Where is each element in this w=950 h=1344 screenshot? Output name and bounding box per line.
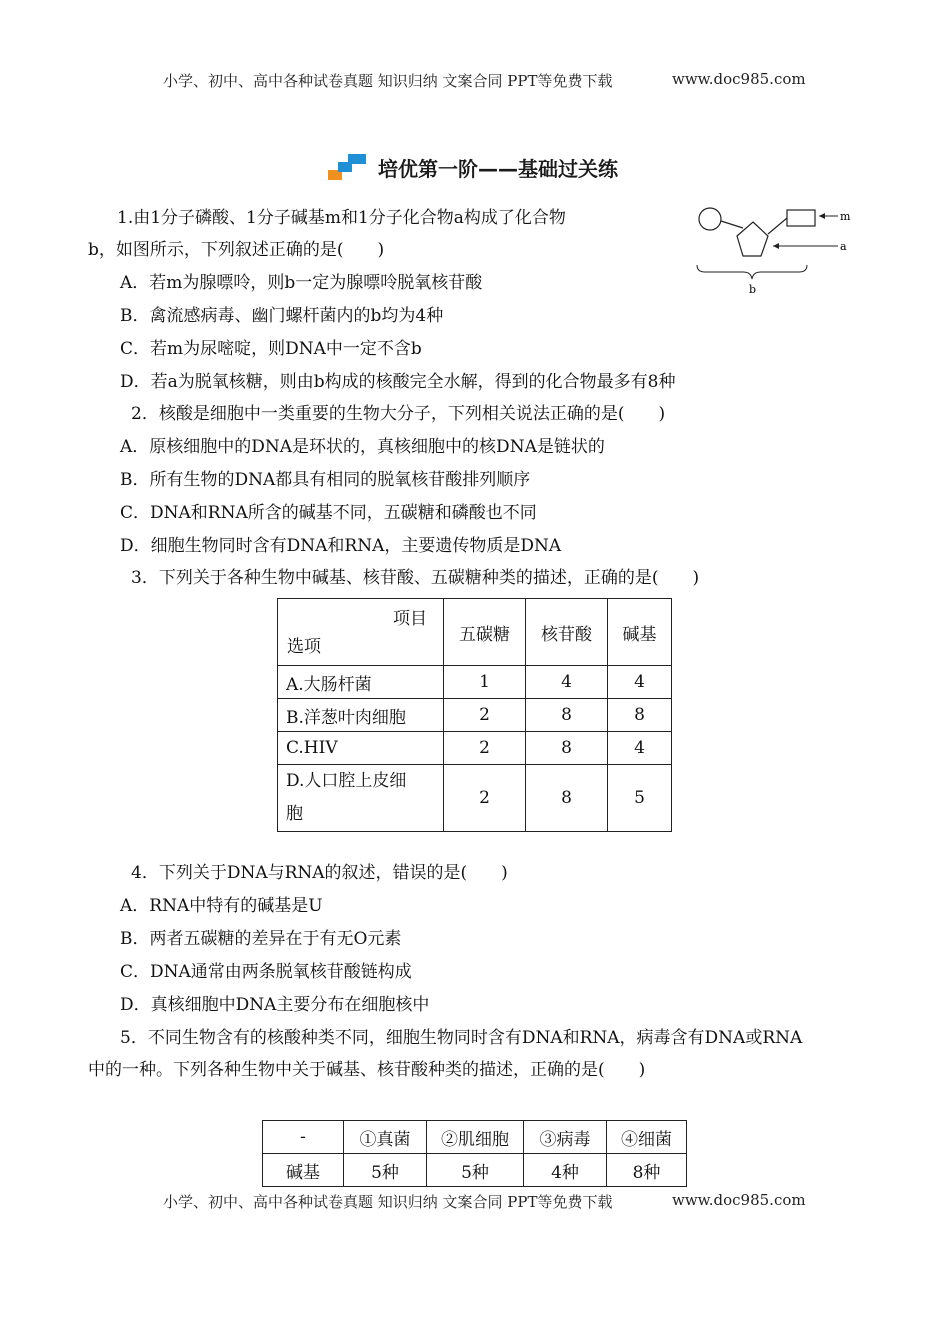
- q1-option-d: D．若a为脱氧核糖，则由b构成的核酸完全水解，得到的化合物最多有8种: [120, 372, 676, 392]
- table-cell: 4种: [524, 1154, 607, 1187]
- table-header: -: [263, 1121, 344, 1154]
- table-row: [278, 666, 672, 699]
- row-label-line2: 胞: [286, 804, 303, 824]
- row-label: [278, 765, 444, 832]
- row-label: 碱基: [263, 1154, 344, 1187]
- row-label: A.大肠杆菌: [278, 666, 444, 699]
- q2-option-c: C．DNA和RNA所含的碱基不同，五碳糖和磷酸也不同: [120, 503, 537, 523]
- q4-option-b: B．两者五碳糖的差异在于有无O元素: [120, 929, 402, 949]
- table-row: [263, 1154, 687, 1187]
- table-row: [278, 732, 672, 765]
- q4-option-a: A．RNA中特有的碱基是U: [120, 896, 323, 916]
- q4-option-d: D．真核细胞中DNA主要分布在细胞核中: [120, 995, 430, 1015]
- table-cell: 8: [526, 699, 608, 732]
- table-cell: 4: [608, 666, 672, 699]
- q3-table: [277, 598, 672, 832]
- table-cell: 8: [526, 765, 608, 832]
- q1-stem-line2: b，如图所示，下列叙述正确的是( ): [88, 240, 385, 260]
- table-header: ④细菌: [607, 1121, 687, 1154]
- table-row: [278, 699, 672, 732]
- footer-text: 小学、初中、高中各种试卷真题 知识归纳 文案合同 PPT等免费下载: [163, 1193, 613, 1211]
- row-label-line1: D.人口腔上皮细: [286, 771, 407, 791]
- diagram-label-b: b: [749, 283, 757, 296]
- q2-option-b: B．所有生物的DNA都具有相同的脱氧核苷酸排列顺序: [120, 470, 531, 490]
- footer-url[interactable]: www.doc985.com: [672, 1191, 806, 1209]
- q3-stem: 3．下列关于各种生物中碱基、核苷酸、五碳糖种类的描述，正确的是( ): [131, 568, 700, 588]
- q1-option-a: A．若m为腺嘌呤，则b一定为腺嘌呤脱氧核苷酸: [120, 273, 483, 293]
- table-cell: 5种: [344, 1154, 427, 1187]
- table-header-row: [278, 599, 672, 666]
- table-header: 核苷酸: [526, 599, 608, 666]
- table-header-row: [263, 1121, 687, 1154]
- table-cell: 5: [608, 765, 672, 832]
- table-header: 碱基: [608, 599, 672, 666]
- q1-option-c: C．若m为尿嘧啶，则DNA中一定不含b: [120, 339, 422, 359]
- stairs-logo-icon: [328, 152, 368, 182]
- q1-stem-line1: 1.由1分子磷酸、1分子碱基m和1分子化合物a构成了化合物: [117, 208, 566, 228]
- table-cell: 8: [608, 699, 672, 732]
- header-text: 小学、初中、高中各种试卷真题 知识归纳 文案合同 PPT等免费下载: [163, 72, 613, 90]
- table-cell: 2: [444, 765, 526, 832]
- q5-table: [262, 1120, 687, 1187]
- table-cell: 5种: [427, 1154, 524, 1187]
- row-label: C.HIV: [278, 732, 444, 765]
- q2-option-a: A．原核细胞中的DNA是环状的，真核细胞中的核DNA是链状的: [120, 437, 605, 457]
- q2-option-d: D．细胞生物同时含有DNA和RNA，主要遗传物质是DNA: [120, 536, 562, 556]
- nucleotide-diagram: [695, 202, 865, 297]
- table-row: [278, 765, 672, 832]
- table-header: ①真菌: [344, 1121, 427, 1154]
- q5-stem-line2: 中的一种。下列各种生物中关于碱基、核苷酸种类的描述，正确的是( ): [88, 1060, 646, 1080]
- table-cell: 4: [526, 666, 608, 699]
- diagram-label-a: a: [840, 240, 847, 253]
- phosphate-circle: [699, 208, 721, 230]
- q2-stem: 2．核酸是细胞中一类重要的生物大分子，下列相关说法正确的是( ): [131, 404, 666, 424]
- q4-stem: 4．下列关于DNA与RNA的叙述，错误的是( ): [131, 863, 508, 883]
- page-title: 培优第一阶——基础过关练: [378, 156, 618, 181]
- table-corner-cell: [278, 599, 444, 666]
- table-header: ③病毒: [524, 1121, 607, 1154]
- table-header: ②肌细胞: [427, 1121, 524, 1154]
- section-title-block: [328, 150, 618, 184]
- base-rectangle: [787, 210, 815, 226]
- corner-bottom-label: 选项: [287, 637, 321, 657]
- row-label: B.洋葱叶肉细胞: [278, 699, 444, 732]
- table-cell: 8种: [607, 1154, 687, 1187]
- header-url[interactable]: www.doc985.com: [672, 70, 806, 88]
- q5-stem-line1: 5．不同生物含有的核酸种类不同，细胞生物同时含有DNA和RNA，病毒含有DNA或RNA: [120, 1028, 803, 1048]
- diagram-label-m: m: [840, 210, 851, 223]
- table-header: 五碳糖: [444, 599, 526, 666]
- table-cell: 1: [444, 666, 526, 699]
- corner-top-label: 项目: [393, 609, 427, 629]
- q4-option-c: C．DNA通常由两条脱氧核苷酸链构成: [120, 962, 412, 982]
- q1-option-b: B．禽流感病毒、幽门螺杆菌内的b均为4种: [120, 306, 444, 326]
- table-cell: 8: [526, 732, 608, 765]
- table-cell: 2: [444, 732, 526, 765]
- table-cell: 2: [444, 699, 526, 732]
- table-cell: 4: [608, 732, 672, 765]
